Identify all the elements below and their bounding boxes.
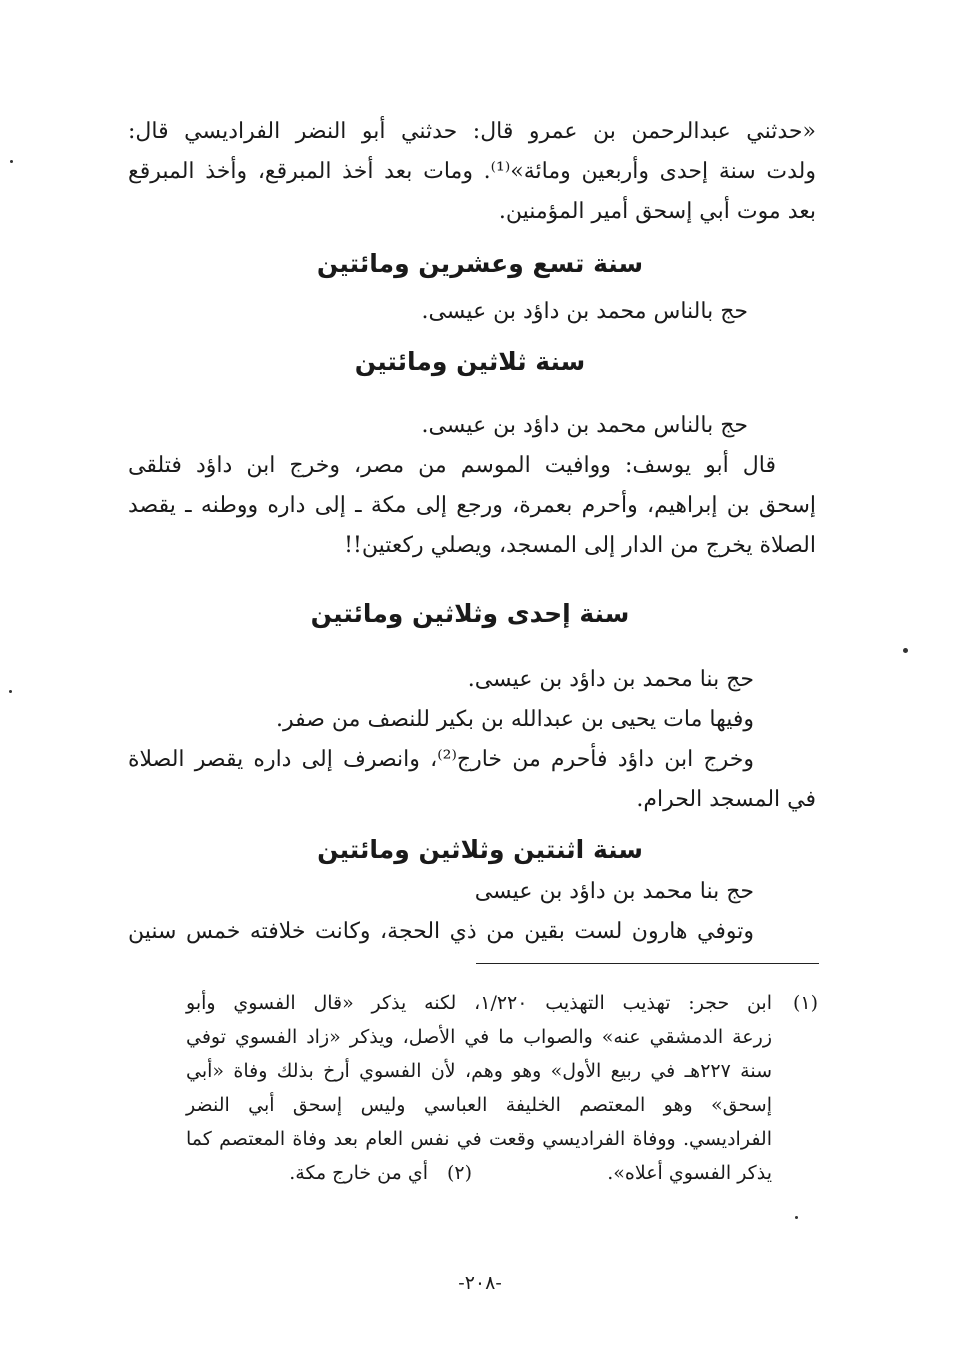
text-line: إسحق بن إبراهيم، وأحرم بعمرة، ورجع إلى مكة ـ إلى داره ووطنه ـ يقصد [128, 493, 816, 518]
footnote-line: سنة ٢٢٧هـ في ربيع الأول» وهو وهم، لأن الفسوي أرخ بذلك وفاة «أبي [186, 1060, 772, 1082]
text-line: في المسجد الحرام. [636, 787, 816, 812]
footnote-2-marker: (٢) [446, 1162, 472, 1184]
section-heading-230: سنة ثلاثين ومائتين [354, 347, 586, 376]
footnote-line: ابن حجر: تهذيب التهذيب ١/٢٢٠، لكنه يذكر «قال الفسوي وأبو [186, 992, 773, 1014]
text-line: وخرج ابن داؤد فأحرم من خارج⁽²⁾، وانصرف إلى داره يقصر الصلاة [128, 747, 754, 772]
opening-paragraph [128, 112, 816, 232]
scan-speck [903, 648, 908, 653]
footnote-1-marker: (١) [792, 992, 818, 1014]
text-line: «حدثني عبدالرحمن بن عمرو قال: حدثني أبو النضر الفراديسي قال: [128, 119, 816, 144]
section-232-body [128, 872, 816, 952]
section-heading-231: سنة إحدى وثلاثين ومائتين [310, 599, 630, 628]
section-231-body [128, 660, 816, 820]
text-line: وتوفي هارون لست بقين من ذي الحجة، وكانت خلافته خمس سنين [128, 919, 754, 944]
text-line: ولدت سنة إحدى وأربعين ومائة»⁽¹⁾. ومات بعد أخذ المبرقع، وأخذ المبرقع [128, 159, 816, 184]
text-line: الصلاة يخرج من الدار إلى المسجد، ويصلي ركعتين!! [344, 533, 816, 558]
page-number: -٢٠٨- [458, 1272, 502, 1294]
footnote-line: الفراديسي. ووفاة الفراديسي وقعت في نفس العام بعد وفاة المعتصم كما [186, 1128, 772, 1150]
section-heading-232: سنة اثنتين وثلاثين ومائتين [317, 835, 643, 864]
text-line: حج بنا محمد بن داؤد بن عيسى. [467, 667, 754, 692]
footnote-line: يذكر الفسوي أعلاه». [607, 1162, 772, 1184]
text-line: حج بالناس محمد بن داؤد بن عيسى. [421, 413, 748, 438]
text-line: وفيها مات يحيى بن عبدالله بن بكير للنصف من صفر. [275, 707, 754, 732]
footnote-2: أي من خارج مكة. [289, 1162, 428, 1184]
scan-speck [10, 160, 13, 163]
scan-speck [795, 1216, 798, 1219]
footnote-line: إسحق» وهو المعتصم الخليفة العباسي وليس إسحق أبي النضر [186, 1094, 772, 1116]
footnote-line: زرعة الدمشقي عنه» والصواب ما في الأصل، ويذكر «زاد الفسوي توفي [186, 1026, 772, 1048]
scan-speck [9, 690, 12, 693]
section-heading-229: سنة تسع وعشرين ومائتين [316, 249, 644, 278]
section-230-body [128, 406, 816, 566]
text-line: حج بالناس محمد بن داؤد بن عيسى. [421, 299, 748, 324]
text-line: قال أبو يوسف: ووافيت الموسم من مصر، وخرج ابن داؤد فتلقى [128, 453, 776, 478]
footnote-separator [476, 963, 819, 964]
text-line: حج بنا محمد بن داؤد بن عيسى [474, 879, 754, 904]
text-line: بعد موت أبي إسحق أمير المؤمنين. [498, 199, 816, 224]
section-229-body [128, 292, 748, 332]
